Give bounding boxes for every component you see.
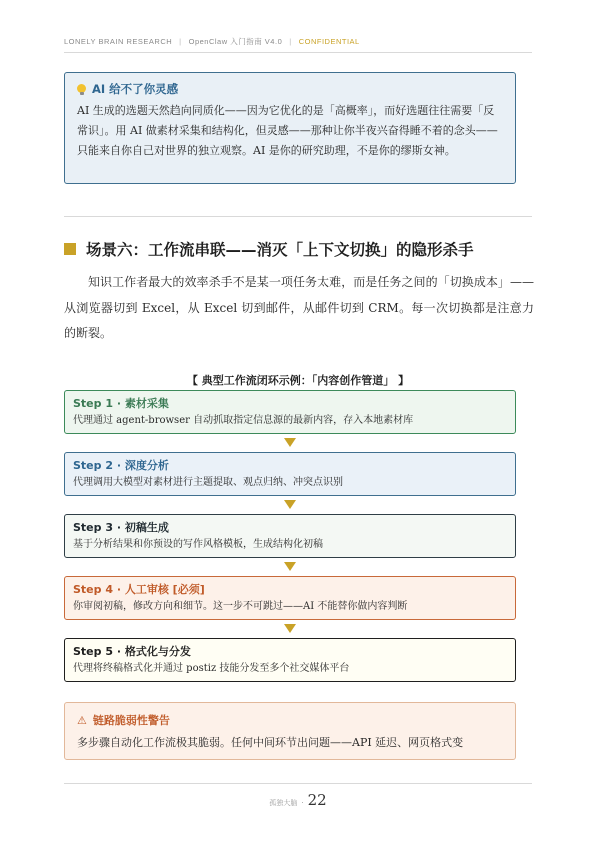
header-doc-title: OpenClaw 入门指南 V4.0 (188, 37, 283, 46)
step-description: 代理将终稿格式化并通过 postiz 技能分发至多个社交媒体平台 (73, 663, 350, 674)
workflow-step (64, 452, 516, 496)
step-title: Step 5 · 格式化与分发 (73, 645, 191, 658)
step-description: 代理通过 agent-browser 自动抓取指定信息源的最新内容，存入本地素材库 (73, 415, 414, 426)
step-title: Step 2 · 深度分析 (73, 459, 169, 472)
down-arrow-icon (284, 500, 296, 509)
header-confidential: CONFIDENTIAL (298, 37, 360, 46)
footer-label: 孤独大脑 (269, 799, 298, 807)
section-title: 场景六：工作流串联——消灭「上下文切换」的隐形杀手 (86, 241, 474, 259)
footer-divider (64, 783, 532, 784)
tip-box (64, 72, 516, 184)
down-arrow-icon (284, 624, 296, 633)
section-heading (64, 238, 474, 260)
section-divider (64, 216, 532, 217)
step-title: Step 3 · 初稿生成 (73, 521, 169, 534)
footer-dot: · (301, 799, 304, 807)
down-arrow-icon (284, 562, 296, 571)
step-description: 代理调用大模型对素材进行主题提取、观点归纳、冲突点识别 (73, 477, 343, 488)
step-title: Step 1 · 素材采集 (73, 397, 169, 410)
header-brand: LONELY BRAIN RESEARCH (64, 37, 173, 46)
page-number: 22 (307, 791, 327, 809)
warning-title-row (77, 712, 503, 728)
page-header (64, 36, 360, 47)
warning-icon: ⚠ (77, 713, 87, 727)
tip-box-title-row (77, 81, 503, 97)
header-separator: | (289, 37, 292, 46)
header-divider (64, 52, 532, 53)
section-paragraph: 知识工作者最大的效率杀手不是某一项任务太难，而是任务之间的「切换成本」——从浏览器切到 Excel，从 Excel 切到邮件，从邮件切到 CRM。每一次切换都是注意力的断裂。 (64, 275, 534, 340)
step-title: Step 4 · 人工审核 [必须] (73, 583, 205, 596)
warning-body: 多步骤自动化工作流极其脆弱。任何中间环节出问题——API 延迟、网页格式变 (77, 736, 464, 749)
warning-box (64, 702, 516, 760)
step-description: 你审阅初稿，修改方向和细节。这一步不可跳过——AI 不能替你做内容判断 (73, 601, 408, 612)
workflow-step (64, 576, 516, 620)
lightbulb-icon (77, 84, 86, 95)
workflow-step (64, 638, 516, 682)
tip-box-body: AI 生成的选题天然趋向同质化——因为它优化的是「高概率」，而好选题往往需要「反常识」。用 AI 做素材采集和结构化，但灵感——那种让你半夜兴奋得睡不着的念头——只能来自你自己对世界的独立观察。AI 是你的研究助理，不是你的缪斯女神。 (77, 104, 498, 157)
workflow-step (64, 514, 516, 558)
down-arrow-icon (284, 438, 296, 447)
workflow-title: 【 典型工作流闭环示例：「内容创作管道」 】 (186, 374, 410, 387)
workflow-step (64, 390, 516, 434)
section-bullet-square (64, 243, 76, 255)
tip-box-title: AI 给不了你灵感 (92, 82, 179, 96)
header-separator: | (179, 37, 182, 46)
page-footer (0, 790, 596, 809)
step-description: 基于分析结果和你预设的写作风格模板，生成结构化初稿 (73, 539, 323, 550)
warning-title: 链路脆弱性警告 (92, 714, 170, 727)
